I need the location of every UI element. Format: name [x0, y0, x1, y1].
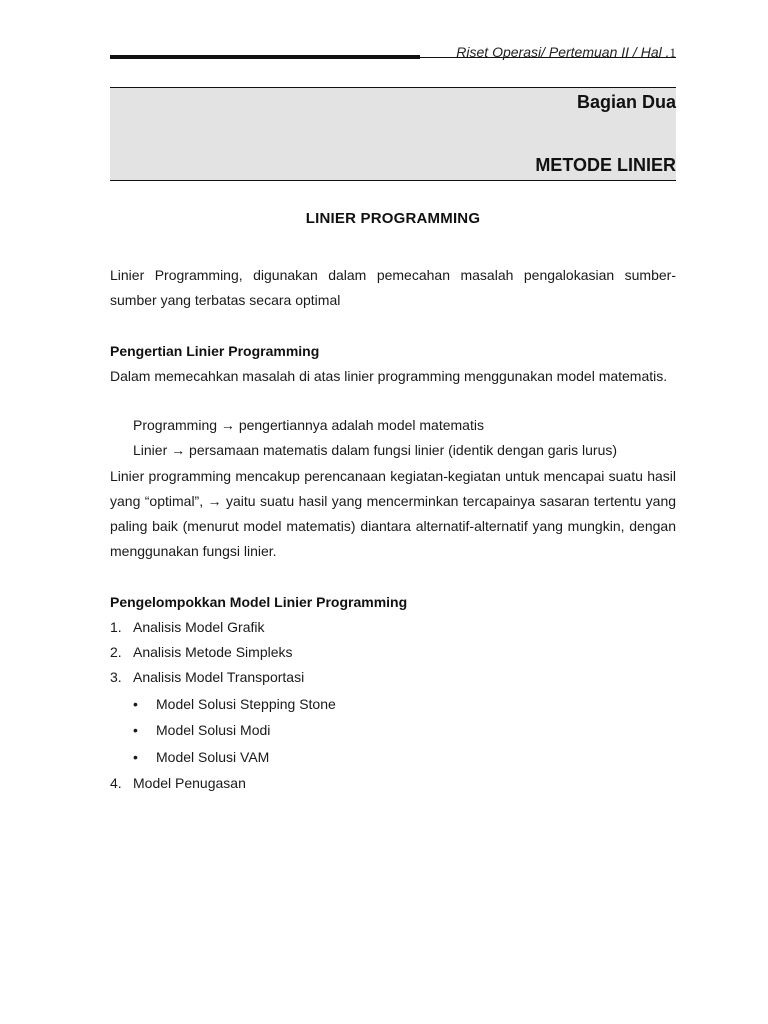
section-heading-grouping: Pengelompokkan Model Linier Programming [110, 594, 408, 610]
chapter-part: Bagian Dua [576, 92, 676, 112]
sub-list-item [133, 696, 336, 712]
definition-meaning: persamaan matematis dalam fungsi linier (identik dengan garis lurus) [189, 442, 618, 458]
list-label: Analisis Model Transportasi [133, 669, 305, 685]
arrow-right-icon: → [207, 493, 222, 509]
chapter-title: METODE LINIER [535, 155, 676, 175]
page-title: LINIER PROGRAMMING [305, 210, 481, 227]
list-item [110, 775, 246, 791]
definition-line-programming [133, 417, 484, 433]
definition-term: Programming [133, 417, 218, 433]
definition-term: Linier [133, 442, 168, 458]
definition-line-linier [133, 442, 617, 458]
arrow-right-icon: → [220, 417, 235, 433]
list-item [110, 644, 293, 660]
sub-list-label: Model Solusi VAM [156, 749, 270, 765]
list-label: Model Penugasan [133, 775, 246, 791]
scope-text-a: Linier programming mencakup perencanaan kegiatan-kegiatan untuk mencapai suatu hasil yang “optimal”, [110, 468, 676, 509]
list-number: 3. [110, 669, 122, 685]
section-heading-definition: Pengertian Linier Programming [110, 343, 320, 359]
header-rule-thick [110, 55, 420, 59]
definition-meaning: pengertiannya adalah model matematis [238, 417, 484, 433]
bullet-icon: • [133, 722, 138, 738]
scope-paragraph [110, 464, 676, 564]
list-number: 2. [110, 644, 122, 660]
list-item [110, 669, 304, 685]
sub-list-item [133, 749, 269, 765]
list-label: Analisis Metode Simpleks [133, 644, 293, 660]
running-title: Riset Operasi/ Pertemuan II / Hal . [456, 44, 670, 60]
bullet-icon: • [133, 749, 138, 765]
arrow-right-icon: → [171, 442, 186, 458]
scope-text-b: yaitu suatu hasil yang mencerminkan tercapainya sasaran tertentu yang paling baik (menurut model matematis) diantara alternatif-alternatif yang mungkin, dengan menggunakan fungsi linier. [110, 493, 677, 559]
intro-paragraph: Linier Programming, digunakan dalam pemecahan masalah pengalokasian sumber-sumber yang terbatas secara optimal [110, 267, 676, 308]
page-number: 1 [669, 45, 676, 60]
chapter-band [110, 87, 676, 181]
definition-paragraph: Dalam memecahkan masalah di atas linier programming menggunakan model matematis. [110, 368, 668, 384]
list-label: Analisis Model Grafik [133, 619, 265, 635]
list-number: 1. [110, 619, 122, 635]
bullet-icon: • [133, 696, 138, 712]
list-item [110, 619, 265, 635]
list-number: 4. [110, 775, 122, 791]
sub-list-label: Model Solusi Stepping Stone [156, 696, 336, 712]
running-header [456, 44, 676, 61]
sub-list-label: Model Solusi Modi [156, 722, 271, 738]
sub-list-item [133, 722, 270, 738]
